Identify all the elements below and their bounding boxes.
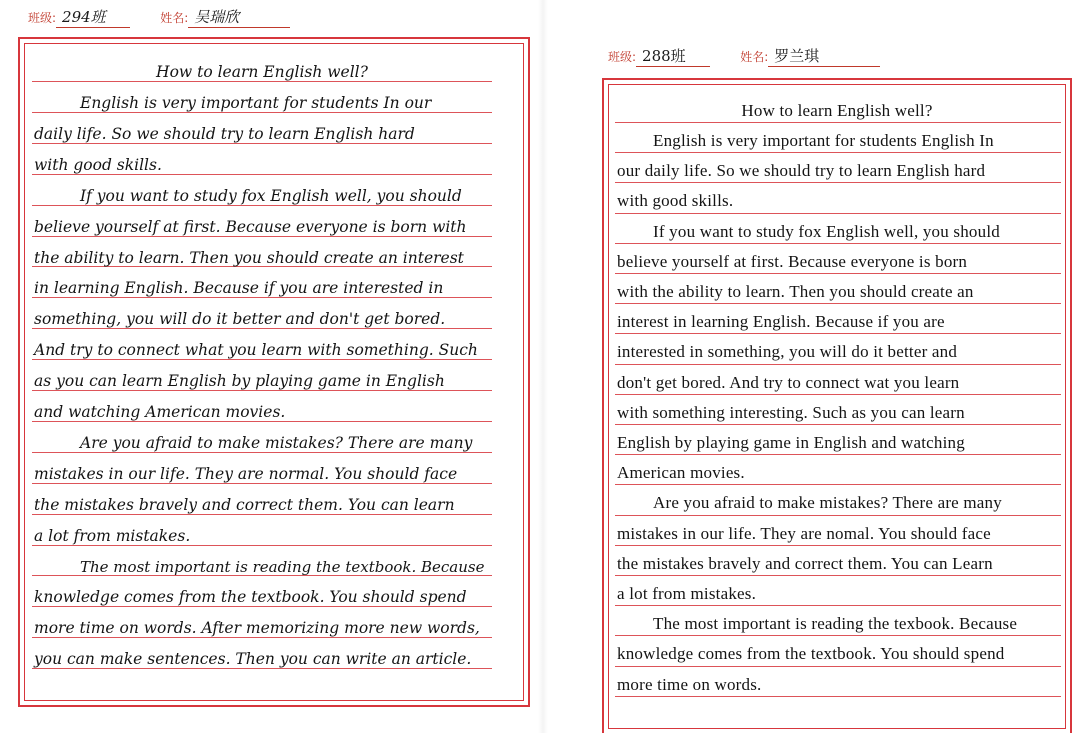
- essay-line: knowledge comes from the textbook. You should spend: [34, 588, 467, 606]
- essay-line: interested in something, you will do it better and: [617, 342, 958, 361]
- essay-line: The most important is reading the texbook. Because: [653, 614, 1018, 633]
- class-value: 288班: [636, 45, 710, 67]
- essay-line: with good skills.: [34, 156, 162, 174]
- essay-line: American movies.: [617, 463, 745, 482]
- class-label: 班级:: [608, 50, 637, 64]
- essay-line: English by playing game in English and watching: [617, 433, 965, 452]
- essay-line: our daily life. So we should try to learn English hard: [617, 161, 986, 180]
- essay-line: something, you will do it better and don't get bored.: [34, 310, 446, 328]
- essay-line: don't get bored. And try to connect wat you learn: [617, 373, 960, 392]
- essay-line: in learning English. Because if you are interested in: [34, 279, 444, 297]
- essay-line: the ability to learn. Then you should create an interest: [34, 249, 464, 267]
- essay-line: And try to connect what you learn with something. Such: [34, 341, 478, 359]
- essay-line: interest in learning English. Because if you are: [617, 312, 945, 331]
- rule-line: [615, 666, 1061, 667]
- essay-line: as you can learn English by playing game in English: [34, 372, 445, 390]
- essay-line: and watching American movies.: [34, 403, 286, 421]
- name-value: 罗兰琪: [768, 45, 880, 67]
- name-label: 姓名:: [740, 50, 769, 64]
- essay-line: daily life. So we should try to learn English hard: [34, 125, 415, 143]
- rule-line: [615, 364, 1061, 365]
- name-label: 姓名:: [160, 11, 189, 25]
- essay-line: English is very important for students English In: [653, 131, 994, 150]
- essay-line: believe yourself at first. Because everyone is born with: [34, 218, 467, 236]
- class-label: 班级:: [28, 11, 57, 25]
- sheet-header: [28, 6, 316, 28]
- essay-line: the mistakes bravely and correct them. You can learn: [34, 496, 455, 514]
- essay-title: How to learn English well?: [741, 101, 933, 120]
- essay-line: with good skills.: [617, 191, 734, 210]
- essay-title: How to learn English well?: [156, 63, 368, 81]
- essay-line: The most important is reading the textbook. Because: [80, 558, 485, 576]
- essay-line: the mistakes bravely and correct them. You can Learn: [617, 554, 993, 573]
- essay-line: Are you afraid to make mistakes? There are many: [80, 434, 473, 452]
- essay-line: more time on words. After memorizing more new words,: [34, 619, 480, 637]
- essay-line: English is very important for students In our: [80, 94, 432, 112]
- rule-line: [615, 515, 1061, 516]
- essay-line: more time on words.: [617, 675, 762, 694]
- essay-line: with the ability to learn. Then you should create an: [617, 282, 974, 301]
- essay-line: you can make sentences. Then you can write an article.: [34, 650, 472, 668]
- essay-line: with something interesting. Such as you can learn: [617, 403, 965, 422]
- essay-line: If you want to study fox English well, you should: [80, 187, 462, 205]
- name-value: 吴瑞欣: [188, 6, 290, 28]
- class-value: 294班: [56, 6, 130, 28]
- essay-line: a lot from mistakes.: [34, 527, 191, 545]
- essay-line: a lot from mistakes.: [617, 584, 757, 603]
- essay-line: mistakes in our life. They are normal. You should face: [34, 465, 458, 483]
- essay-line: Are you afraid to make mistakes? There are many: [653, 493, 1002, 512]
- essay-line: If you want to study fox English well, you should: [653, 222, 1000, 241]
- rule-line: [615, 213, 1061, 214]
- essay-line: knowledge comes from the textbook. You should spend: [617, 644, 1005, 663]
- essay-line: mistakes in our life. They are nomal. You should face: [617, 524, 991, 543]
- handwriting-sheet-right: [545, 0, 1080, 733]
- essay-line: believe yourself at first. Because everyone is born: [617, 252, 968, 271]
- sheet-header: [608, 45, 906, 67]
